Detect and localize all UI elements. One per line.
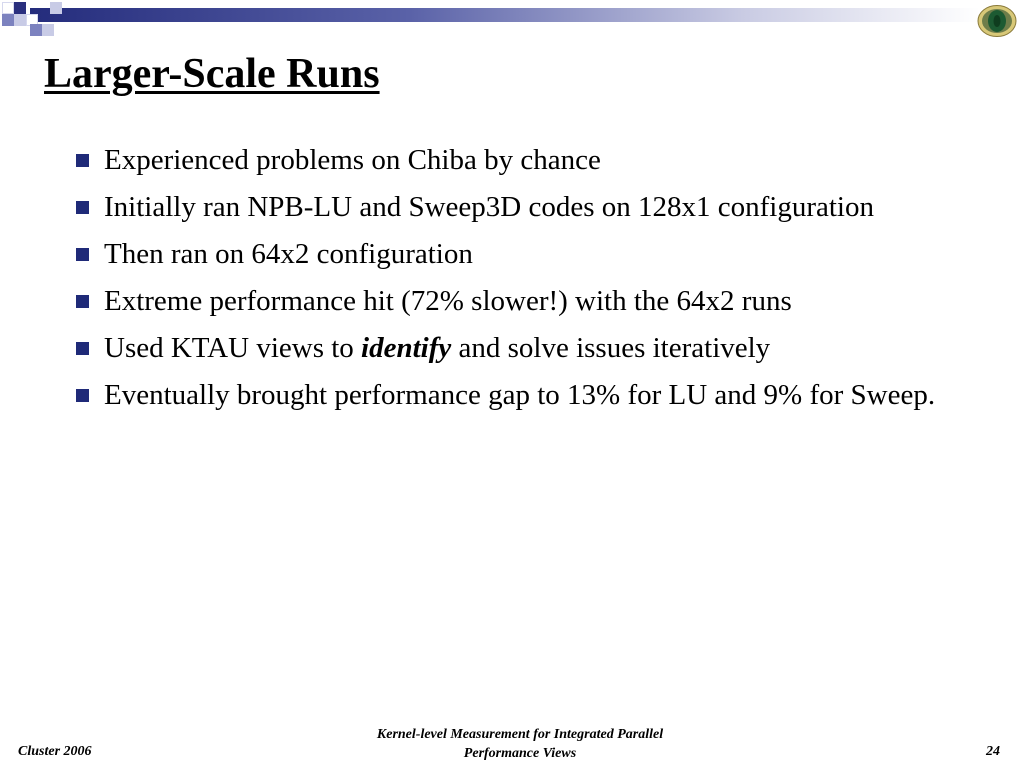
decoration-square-icon — [14, 14, 26, 26]
bullet-text: Experienced problems on Chiba by chance — [104, 144, 601, 176]
footer-title-line2: Performance Views — [463, 746, 577, 761]
bullet-text: Initially ran NPB-LU and Sweep3D codes on 128x1 configuration — [104, 191, 874, 223]
header-gradient-bar — [30, 8, 980, 22]
decoration-square-icon — [50, 2, 62, 14]
square-bullet-icon — [76, 389, 89, 402]
bullet-item — [72, 235, 982, 273]
bullet-item — [72, 329, 982, 367]
bullet-text: Eventually brought performance gap to 13% for LU and 9% for Sweep. — [104, 379, 936, 411]
square-bullet-icon — [76, 154, 89, 167]
footer-title-line1: Kernel-level Measurement for Integrated Parallel — [376, 727, 664, 742]
bullet-item — [72, 282, 982, 320]
square-bullet-icon — [76, 295, 89, 308]
decoration-square-icon — [30, 24, 42, 36]
bullet-text: Then ran on 64x2 configuration — [104, 238, 473, 270]
bullet-item — [72, 188, 982, 226]
square-bullet-icon — [76, 248, 89, 261]
bullet-item — [72, 141, 982, 179]
bullet-emphasis: identify — [361, 332, 452, 364]
square-bullet-icon — [76, 342, 89, 355]
decoration-square-icon — [2, 2, 14, 14]
slide-title: Larger-Scale Runs — [44, 51, 380, 97]
university-logo-icon — [977, 4, 1017, 38]
bullet-list — [72, 141, 982, 423]
bullet-item — [72, 376, 982, 414]
footer-title — [320, 725, 720, 763]
page-number: 24 — [986, 744, 1000, 759]
decoration-square-icon — [42, 24, 54, 36]
square-bullet-icon — [76, 201, 89, 214]
decoration-square-icon — [14, 2, 26, 14]
bullet-text-after: and solve issues iteratively — [451, 332, 771, 364]
bullet-text: Extreme performance hit (72% slower!) with the 64x2 runs — [104, 285, 792, 317]
footer-conference: Cluster 2006 — [18, 744, 92, 759]
header-decoration — [0, 0, 1024, 36]
bullet-text-before: Used KTAU views to — [104, 332, 362, 364]
decoration-square-icon — [2, 14, 14, 26]
